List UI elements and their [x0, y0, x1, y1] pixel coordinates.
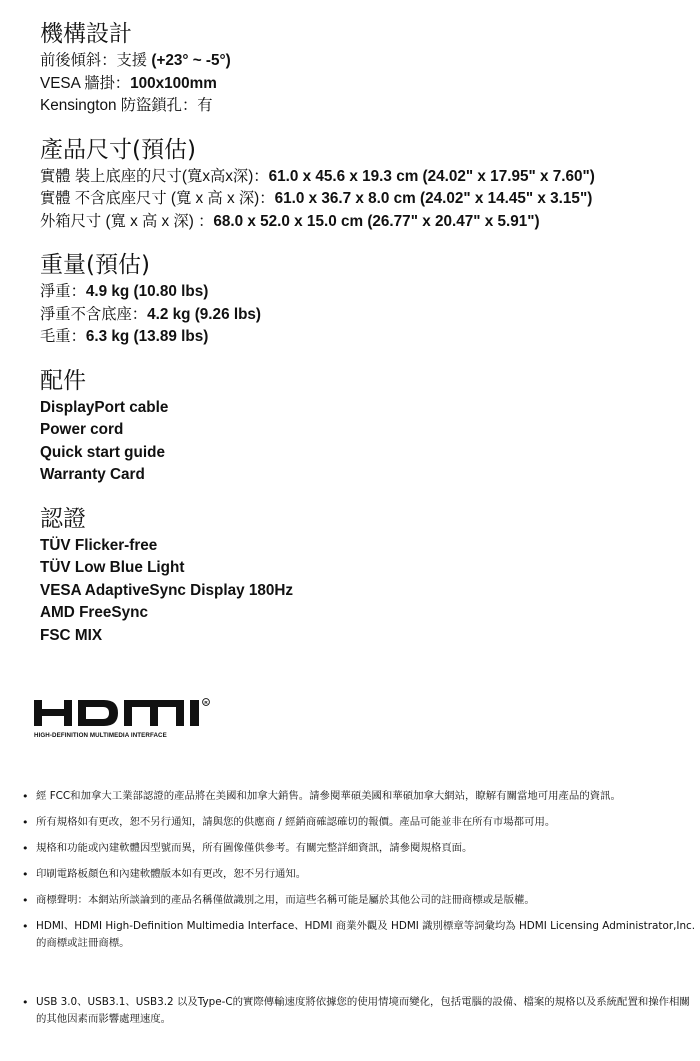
- section-title: 機構設計: [40, 21, 132, 47]
- spec-line-tilt: 前後傾斜：支援 (+23° ~ -5°): [40, 52, 231, 69]
- note-item: • 所有規格如有更改，恕不另行通知，請與您的供應商 / 經銷商確認確切的報價。產品可能並非在所有市場都可用。: [22, 814, 698, 831]
- spec-line-box-dim: 外箱尺寸 (寬 x 高 x 深) ：68.0 x 52.0 x 15.0 cm (26.77" x 20.47" x 5.91"): [40, 212, 540, 230]
- section-dimensions: [40, 134, 680, 234]
- note-item: • 印刷電路板顏色和內建軟體版本如有更改，恕不另行通知。: [22, 866, 698, 883]
- certification-item: TÜV Low Blue Light: [40, 559, 185, 576]
- spec-line-gross-weight: 毛重：6.3 kg (13.89 lbs): [40, 328, 209, 345]
- svg-text:R: R: [204, 699, 208, 705]
- note-item: • HDMI、HDMI High-Definition Multimedia Interface、HDMI 商業外觀及 HDMI 識別標章等詞彙均為 HDMI Licensing Administrator,Inc. 的商標或註冊商標。: [22, 918, 698, 952]
- spec-line-net-weight-no-stand: 淨重不含底座：4.2 kg (9.26 lbs): [40, 305, 262, 323]
- disclaimer-notes: [22, 788, 698, 1037]
- spec-line-vesa: VESA 牆掛：100x100mm: [40, 74, 217, 92]
- note-item: • 規格和功能或內建軟體因型號而異，所有圖像僅供參考。有關完整詳細資訊，請參閱規格頁面。: [22, 840, 698, 857]
- note-item: • USB 3.0、USB3.1、USB3.2 以及Type-C的實際傳輸速度將依據您的使用情境而變化，包括電腦的設備、檔案的規格以及系統配置和操作相關的其他因素而影響處理速度。: [22, 994, 698, 1028]
- note-item: • 商標聲明：本網站所談論到的產品名稱僅做識別之用，而這些名稱可能是屬於其他公司的註冊商標或是版權。: [22, 892, 698, 909]
- section-accessories: [40, 365, 680, 487]
- spec-line-net-weight: 淨重：4.9 kg (10.80 lbs): [40, 283, 209, 300]
- certification-item: TÜV Flicker-free: [40, 536, 158, 554]
- certification-item: AMD FreeSync: [40, 604, 148, 621]
- section-title: 重量(預估): [40, 252, 150, 278]
- section-certifications: [40, 503, 680, 648]
- section-weight: [40, 249, 680, 349]
- section-title: 配件: [40, 367, 86, 394]
- hdmi-logo-caption: HIGH-DEFINITION MULTIMEDIA INTERFACE: [34, 732, 167, 739]
- certification-item: FSC MIX: [40, 626, 103, 644]
- accessory-item: Warranty Card: [40, 466, 145, 483]
- section-title: 產品尺寸(預估): [40, 136, 196, 163]
- section-mechanical: [40, 18, 680, 118]
- spec-line-kensington: Kensington 防盜鎖孔：有: [40, 97, 213, 114]
- accessory-item: DisplayPort cable: [40, 398, 169, 416]
- spec-line-dim-with-stand: 實體 裝上底座的尺寸(寬x高x深)：61.0 x 45.6 x 19.3 cm (24.02" x 17.95" x 7.60"): [40, 167, 595, 185]
- accessory-item: Power cord: [40, 421, 124, 438]
- section-title: 認證: [40, 505, 86, 532]
- accessory-item: Quick start guide: [40, 443, 165, 461]
- certification-item: VESA AdaptiveSync Display 180Hz: [40, 581, 294, 599]
- note-item: • 經 FCC和加拿大工業部認證的產品將在美國和加拿大銷售。請參閱華碩美國和華碩加拿大網站，瞭解有關當地可用產品的資訊。: [22, 788, 698, 805]
- spec-sheet: [40, 18, 680, 663]
- spec-line-dim-without-stand: 實體 不含底座尺寸 (寬 x 高 x 深)：61.0 x 36.7 x 8.0 cm (24.02" x 14.45" x 3.15"): [40, 190, 593, 207]
